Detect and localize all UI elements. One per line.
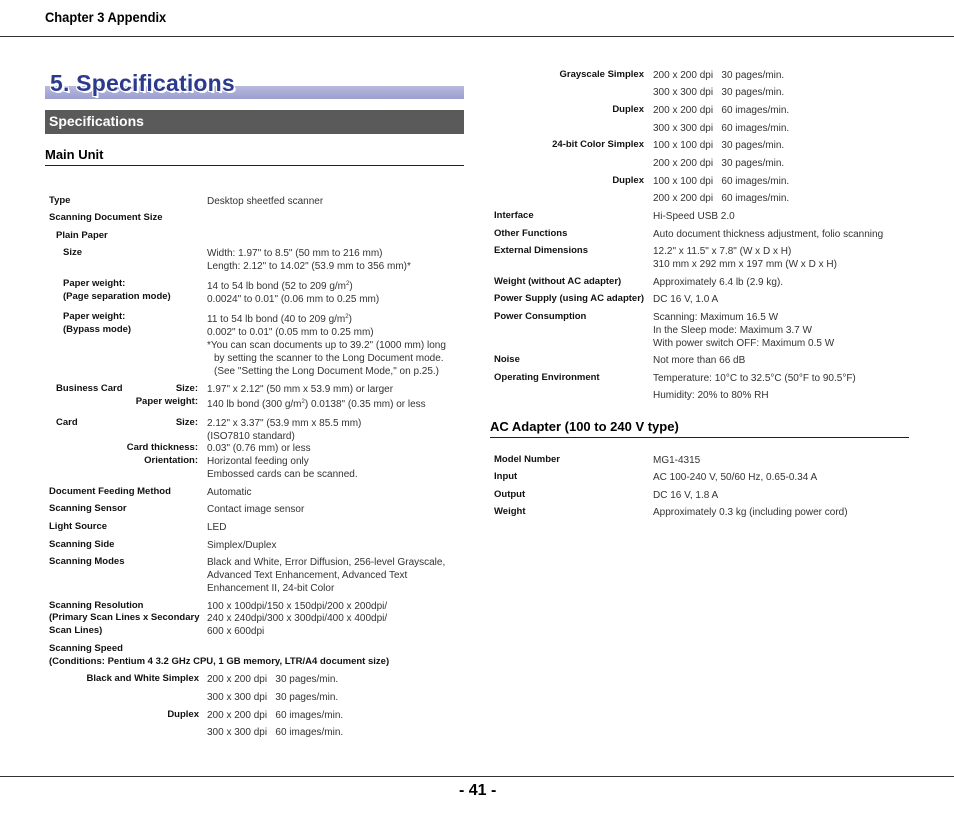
pw-byp-label-2: (Bypass mode): [63, 324, 132, 335]
page-title: 5. Specifications: [50, 70, 235, 96]
gs-simplex-row-2: 300 x 300 dpi 30 pages/min.: [653, 87, 785, 98]
speed-label: Scanning Speed: [49, 643, 123, 654]
other-functions-label: Other Functions: [494, 228, 568, 239]
feed-label: Document Feeding Method: [49, 486, 171, 497]
resolution-value-2: 240 x 240dpi/300 x 300dpi/400 x 400dpi/: [207, 613, 388, 624]
gs-simplex-row-1: 200 x 200 dpi 30 pages/min.: [653, 70, 785, 81]
color24-duplex-label: Duplex: [612, 175, 644, 186]
other-functions-value: Auto document thickness adjustment, folio scanning: [653, 229, 884, 240]
color24-duplex-row-1: 100 x 100 dpi 60 images/min.: [653, 176, 790, 187]
bw-simplex-label: Black and White Simplex: [86, 673, 199, 684]
type-value: Desktop sheetfed scanner: [207, 196, 324, 207]
size-label: Size: [63, 247, 83, 258]
resolution-value-3: 600 x 600dpi: [207, 626, 265, 637]
doc-size-label: Scanning Document Size: [49, 212, 163, 223]
card-thickness-label: Card thickness:: [126, 442, 198, 453]
header-rule: [0, 36, 954, 37]
light-label: Light Source: [49, 521, 108, 532]
output-value: DC 16 V, 1.8 A: [653, 490, 719, 501]
footer-rule: [0, 776, 954, 777]
bc-size-value: 1.97" x 2.12" (50 mm x 53.9 mm) or larger: [207, 384, 394, 395]
ac-adapter-rule: [490, 437, 909, 438]
input-value: AC 100-240 V, 50/60 Hz, 0.65-0.34 A: [653, 472, 818, 483]
adapter-weight-label: Weight: [494, 506, 526, 517]
bw-duplex-row-2: 300 x 300 dpi 60 images/min.: [207, 727, 344, 738]
type-label: Type: [49, 195, 71, 206]
environment-value-2: Humidity: 20% to 80% RH: [653, 390, 769, 401]
card-thickness-value: 0.03" (0.76 mm) or less: [207, 443, 311, 454]
pw-byp-value-4: by setting the scanner to the Long Document mode.: [214, 353, 444, 364]
side-value: Simplex/Duplex: [207, 540, 277, 551]
modes-value-2: Advanced Text Enhancement, Advanced Text: [207, 570, 408, 581]
modes-value-3: Enhancement II, 24-bit Color: [207, 583, 335, 594]
color24-simplex-row-2: 200 x 200 dpi 30 pages/min.: [653, 158, 785, 169]
model-value: MG1-4315: [653, 455, 701, 466]
gs-duplex-row-2: 300 x 300 dpi 60 images/min.: [653, 123, 790, 134]
card-orientation-value-1: Horizontal feeding only: [207, 456, 309, 467]
business-card-label: Business Card: [56, 383, 123, 394]
resolution-value-1: 100 x 100dpi/150 x 150dpi/200 x 200dpi/: [207, 601, 388, 612]
power-consumption-label: Power Consumption: [494, 311, 587, 322]
page-number: - 41 -: [459, 782, 497, 799]
sensor-label: Scanning Sensor: [49, 503, 127, 514]
bc-pw-label: Paper weight:: [135, 396, 198, 407]
pw-sep-value-2: 0.0024" to 0.01" (0.06 mm to 0.25 mm): [207, 294, 380, 305]
pw-byp-value-5: (See "Setting the Long Document Mode," on p.25.): [214, 366, 440, 377]
bw-simplex-row-2: 300 x 300 dpi 30 pages/min.: [207, 692, 339, 703]
sensor-value: Contact image sensor: [207, 504, 305, 515]
color24-simplex-label: 24-bit Color Simplex: [552, 139, 644, 150]
bw-duplex-label: Duplex: [167, 709, 199, 720]
interface-value: Hi-Speed USB 2.0: [653, 211, 735, 222]
model-label: Model Number: [494, 454, 560, 465]
dimensions-value-1: 12.2" x 11.5" x 7.8" (W x D x H): [653, 246, 792, 257]
resolution-label-2: (Primary Scan Lines x Secondary: [49, 612, 200, 623]
light-value: LED: [207, 522, 227, 533]
input-label: Input: [494, 471, 518, 482]
power-consumption-value-1: Scanning: Maximum 16.5 W: [653, 312, 779, 323]
section-title: Specifications: [49, 113, 144, 129]
main-unit-rule: [45, 165, 464, 166]
bw-duplex-row-1: 200 x 200 dpi 60 images/min.: [207, 710, 344, 721]
power-supply-value: DC 16 V, 1.0 A: [653, 294, 719, 305]
card-label: Card: [56, 417, 78, 428]
power-consumption-value-3: With power switch OFF: Maximum 0.5 W: [653, 338, 835, 349]
speed-conditions: (Conditions: Pentium 4 3.2 GHz CPU, 1 GB memory, LTR/A4 document size): [49, 656, 390, 667]
pw-byp-label-1: Paper weight:: [63, 311, 126, 322]
resolution-label-3: Scan Lines): [49, 625, 103, 636]
main-unit-heading: Main Unit: [45, 147, 104, 162]
gs-simplex-label: Grayscale Simplex: [559, 69, 644, 80]
card-size-value-1: 2.12" x 3.37" (53.9 mm x 85.5 mm): [207, 418, 362, 429]
card-size-label: Size:: [175, 417, 198, 428]
card-size-value-2: (ISO7810 standard): [207, 431, 295, 442]
modes-value-1: Black and White, Error Diffusion, 256-level Grayscale,: [207, 557, 446, 568]
power-supply-label: Power Supply (using AC adapter): [494, 293, 645, 304]
pw-byp-value-2: 0.002" to 0.01" (0.05 mm to 0.25 mm): [207, 327, 374, 338]
gs-duplex-label: Duplex: [612, 104, 644, 115]
size-value-2: Length: 2.12" to 14.02" (53.9 mm to 356 mm)*: [207, 261, 411, 272]
power-consumption-value-2: In the Sleep mode: Maximum 3.7 W: [653, 325, 812, 336]
color24-duplex-row-2: 200 x 200 dpi 60 images/min.: [653, 193, 790, 204]
pw-sep-value-1: 14 to 54 lb bond (52 to 209 $g/m^2$): [207, 281, 353, 292]
card-orientation-value-2: Embossed cards can be scanned.: [207, 469, 358, 480]
resolution-label-1: Scanning Resolution: [49, 600, 144, 611]
weight-value: Approximately 6.4 lb (2.9 kg).: [653, 277, 784, 288]
pw-byp-value-3: *You can scan documents up to 39.2" (1000 mm) long: [207, 340, 446, 351]
gs-duplex-row-1: 200 x 200 dpi 60 images/min.: [653, 105, 790, 116]
bw-simplex-row-1: 200 x 200 dpi 30 pages/min.: [207, 674, 339, 685]
size-value-1: Width: 1.97" to 8.5" (50 mm to 216 mm): [207, 248, 383, 259]
noise-label: Noise: [494, 354, 520, 365]
bc-pw-value: 140 lb bond (300 $g/m^2$) 0.0138" (0.35 mm) or less: [207, 399, 426, 410]
pw-sep-label-1: Paper weight:: [63, 278, 126, 289]
dimensions-label: External Dimensions: [494, 245, 588, 256]
interface-label: Interface: [494, 210, 534, 221]
plain-paper-label: Plain Paper: [56, 230, 108, 241]
ac-adapter-heading: AC Adapter (100 to 240 V type): [490, 419, 679, 434]
dimensions-value-2: 310 mm x 292 mm x 197 mm (W x D x H): [653, 259, 837, 270]
environment-label: Operating Environment: [494, 372, 600, 383]
side-label: Scanning Side: [49, 539, 115, 550]
noise-value: Not more than 66 dB: [653, 355, 746, 366]
modes-label: Scanning Modes: [49, 556, 125, 567]
pw-sep-label-2: (Page separation mode): [63, 291, 171, 302]
output-label: Output: [494, 489, 526, 500]
feed-value: Automatic: [207, 487, 252, 498]
pw-byp-value-1: 11 to 54 lb bond (40 to 209 $g/m^2$): [207, 314, 352, 325]
adapter-weight-value: Approximately 0.3 kg (including power cord): [653, 507, 848, 518]
bc-size-label: Size:: [175, 383, 198, 394]
weight-label: Weight (without AC adapter): [494, 276, 622, 287]
environment-value-1: Temperature: 10°C to 32.5°C (50°F to 90.5°F): [653, 373, 856, 384]
card-orientation-label: Orientation:: [144, 455, 198, 466]
color24-simplex-row-1: 100 x 100 dpi 30 pages/min.: [653, 140, 785, 151]
chapter-header: Chapter 3 Appendix: [45, 9, 167, 25]
section-bar: [45, 110, 464, 134]
